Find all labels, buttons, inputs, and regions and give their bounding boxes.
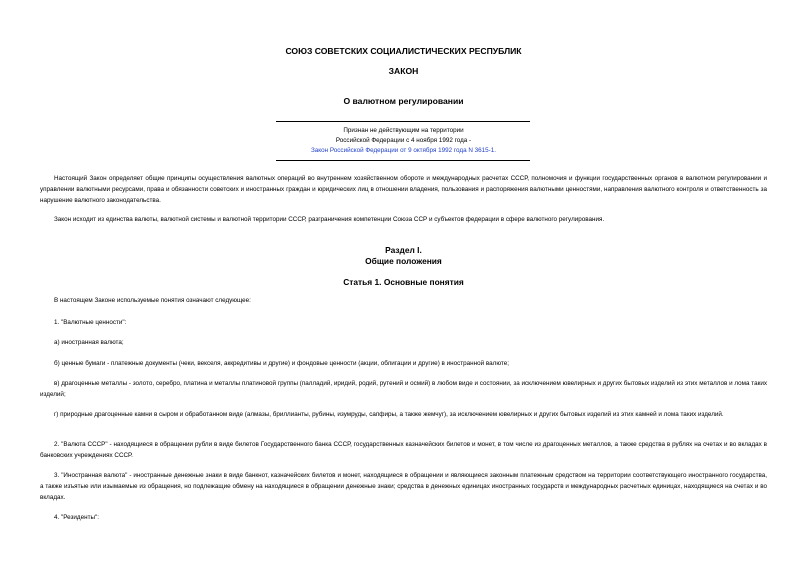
union-title: СОЮЗ СОВЕТСКИХ СОЦИАЛИСТИЧЕСКИХ РЕСПУБЛИК (285, 46, 522, 56)
list-item: 1. "Валютные ценности": (54, 319, 127, 326)
article-intro: В настоящем Законе используемые понятия означают следующее: (54, 297, 251, 304)
status-note-line3 (0, 146, 807, 156)
list-item: 3. "Иностранная валюта" - иностранные денежные знаки в виде банкнот, казначейских билетов и монет, находящиеся в обращении и являющиеся законным платежным средством на территории соответствующего иностранного государства, а также изъятые или изымаемые из обращения, но подлежащие обмену на находящиеся в обращении денежные знаки; средства в денежных единицах иностранных государств и международных расчетных единицах, находящиеся на счетах и во вкладах. (40, 472, 767, 502)
list-item: а) иностранная валюта; (54, 339, 124, 346)
document-type: ЗАКОН (388, 66, 419, 76)
preamble-paragraph-2: Закон исходит из единства валюты, валютной системы и валютной территории СССР, разграничения компетенции Союза ССР и субъектов федерации в сфере валютного регулирования. (54, 216, 605, 223)
list-item: 4. "Резиденты": (54, 514, 99, 521)
preamble-paragraph-1: Настоящий Закон определяет общие принципы осуществления валютных операций во внутреннем хозяйственном обороте и международных расчетах СССР, полномочия и функции государственных органов в валютном регулировании и управлении валютными ресурсами, права и обязанности советских и иностранных граждан и юридических лиц в отношении владения, пользования и распоряжения валютными ценностями, направления валютного контроля и ответственность за нарушение валютного законодательства. (40, 175, 767, 205)
section-number: Раздел I. (385, 245, 422, 255)
repeal-law-link[interactable]: Закон Российской Федерации от 9 октября 1992 года N 3615-1. (310, 147, 496, 154)
status-note-line2: Российской Федерации с 4 ноября 1992 года - (335, 137, 472, 144)
list-item: 2. "Валюта СССР" - находящиеся в обращении рубли в виде билетов Государственного банка СССР, государственных казначейских билетов и монет, в том числе из драгоценных металлов, а также средства в рублях на счетах и во вкладах в банковских учреждениях СССР. (40, 441, 767, 460)
list-item: б) ценные бумаги - платежные документы (чеки, векселя, аккредитивы и другие) и фондовые ценности (акции, облигации и другие) в иностранной валюте; (54, 360, 509, 367)
list-item: г) природные драгоценные камни в сыром и обработанном виде (алмазы, бриллианты, рубины, изумруды, сапфиры, а также жемчуг), за исключением ювелирных и других бытовых изделий из этих камней и лома таких изделий. (54, 411, 724, 418)
law-subject: О валютном регулировании (343, 96, 464, 106)
section-title: Общие положения (365, 256, 442, 266)
article-title: Статья 1. Основные понятия (343, 277, 464, 287)
list-item: в) драгоценные металлы - золото, серебро, платина и металлы платиновой группы (палладий, иридий, родий, рутений и осмий) в любом виде и состоянии, за исключением ювелирных и других бытовых изделий из этих металлов и лома таких изделий; (40, 380, 767, 399)
status-note-line1: Признан не действующим на территории (343, 127, 464, 134)
divider-top (276, 121, 530, 122)
divider-bottom (276, 160, 530, 161)
